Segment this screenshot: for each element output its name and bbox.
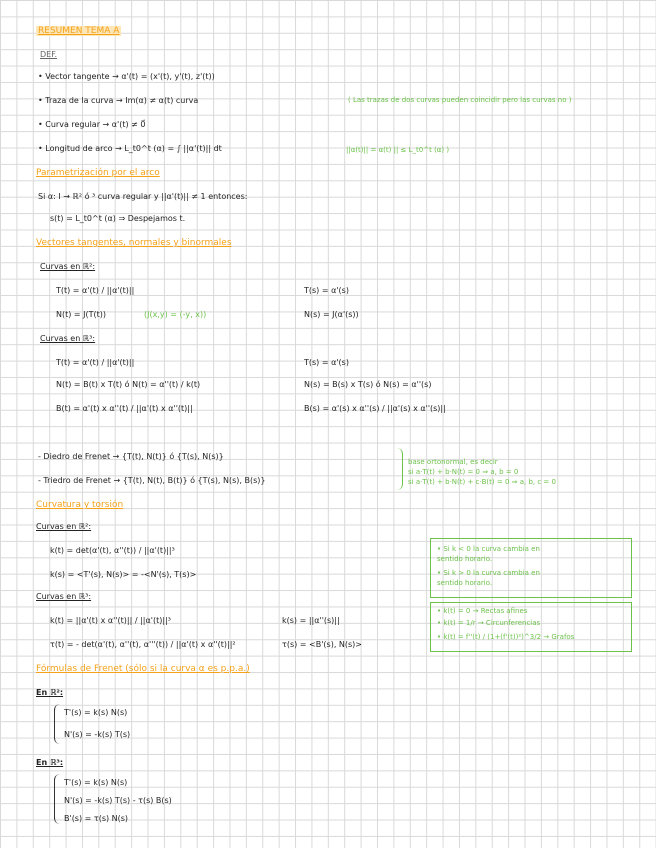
frenet-note-2: si a·T(t) + b·N(t) = 0 ⇒ a, b = 0 (408, 468, 519, 476)
section-formulas: Fórmulas de Frenet (sólo si la curva α es p.p.a.) (36, 664, 250, 674)
def-text: Traza de la curva → Im(α) ≠ α(t) curva (45, 96, 199, 105)
c-r3-tau-s: τ(s) = <B'(s), N(s)> (282, 640, 362, 649)
def-trace (38, 96, 198, 106)
box-line: • k(t) = f''(t) / (1+(f'(t))²)^3/2 → Grafos (437, 633, 575, 641)
bullet: • (38, 120, 43, 129)
c-r3-heading: Curvas en ℝ³: (36, 592, 92, 601)
box-line: • k(t) = 0 → Rectas afines (437, 607, 528, 615)
r2-J-note: (J(x,y) = (-y, x)) (144, 310, 207, 319)
def-text: Curva regular → α'(t) ≠ 0⃗ (45, 120, 146, 129)
r3-T-s: T(s) = α'(s) (304, 358, 349, 367)
section-param: Parametrización por el arco (36, 168, 160, 178)
diedro-frenet: - Diedro de Frenet → {T(t), N(t)} ó {T(s), N(s)} (38, 452, 224, 461)
param-line-1: Si α: I → ℝ² ó ³ curva regular y ||α'(t)|| ≠ 1 entonces: (38, 192, 248, 201)
bullet: • (38, 96, 43, 105)
green-brace (396, 448, 403, 490)
f-r3-line-2: N'(s) = -k(s) T(s) - τ(s) B(s) (64, 796, 172, 805)
def-arc-length (38, 144, 222, 154)
sign-note-box (430, 538, 632, 598)
r3-N-s: N(s) = B(s) x T(s) ó N(s) = α''(s) (304, 380, 432, 389)
curvature-cases-box (430, 602, 632, 652)
r2-heading: Curvas en ℝ²: (40, 262, 96, 271)
r3-B-s: B(s) = α'(s) x α''(s) / ||α'(s) x α''(s)|| (304, 404, 446, 413)
def-text: Vector tangente → α'(t) = (x'(t), y'(t), z'(t)) (45, 72, 215, 81)
def-tangent (38, 72, 215, 82)
f-r2-line-2: N'(s) = -k(s) T(s) (64, 730, 131, 739)
box-line: • Si k > 0 la curva cambia en (437, 569, 540, 577)
brace (54, 774, 61, 824)
c-r2-k-s: k(s) = <T'(s), N(s)> = -<N'(s), T(s)> (50, 570, 197, 579)
bullet: • (38, 72, 43, 81)
c-r2-k-t: k(t) = det(α'(t), α''(t)) / ||α'(t)||³ (50, 546, 175, 555)
section-vectors: Vectores tangentes, normales y binormales (36, 238, 232, 248)
def-label: DEF. (40, 50, 58, 59)
page-title: RESUMEN TEMA A (38, 26, 120, 36)
r2-T-t: T(t) = α'(t) / ||α'(t)|| (56, 286, 135, 295)
param-line-2: s(t) = L_t0^t (α) ⇒ Despejamos t. (50, 214, 186, 223)
brace (54, 704, 61, 744)
triedro-frenet: - Triedro de Frenet → {T(t), N(t), B(t)} ó {T(s), N(s), B(s)} (38, 476, 266, 485)
c-r3-k-t: k(t) = ||α'(t) x α''(t)|| / ||α'(t)||³ (50, 616, 171, 625)
box-line: sentido horario. (437, 579, 493, 587)
f-r3-line-3: B'(s) = τ(s) N(s) (64, 814, 129, 823)
r2-N-s: N(s) = J(α'(s)) (304, 310, 359, 319)
r3-N-t: N(t) = B(t) x T(t) ó N(t) = α''(t) / k(t) (56, 380, 201, 389)
f-r2-line-1: T'(s) = k(s) N(s) (64, 708, 128, 717)
section-curvature: Curvatura y torsión (36, 500, 124, 510)
def-regular (38, 120, 146, 130)
def-text: Longitud de arco → L_t0^t (α) = ∫ ||α'(t)|| dt (45, 144, 222, 153)
trace-note: ( Las trazas de dos curvas pueden coincidir pero las curvas no ) (348, 96, 572, 104)
length-note: ||α(t)|| = α(t) || ≤ L_t0^t (α) ) (346, 146, 450, 154)
f-r2-heading: En ℝ²: (36, 688, 64, 697)
r3-B-t: B(t) = α'(t) x α''(t) / ||α'(t) x α''(t)|| (56, 404, 193, 413)
f-r3-line-1: T'(s) = k(s) N(s) (64, 778, 128, 787)
r3-heading: Curvas en ℝ³: (40, 334, 96, 343)
c-r2-heading: Curvas en ℝ²: (36, 522, 92, 531)
box-line: • k(t) = 1/r → Circunferencias (437, 619, 541, 627)
frenet-note-3: si a·T(t) + b·N(t) + c·B(t) = 0 ⇒ a, b, c = 0 (408, 478, 556, 486)
bullet: • (38, 144, 43, 153)
r2-T-s: T(s) = α'(s) (304, 286, 349, 295)
r3-T-t: T(t) = α'(t) / ||α'(t)|| (56, 358, 135, 367)
c-r3-k-s: k(s) = ||α''(s)|| (282, 616, 340, 625)
frenet-note-1: base ortonormal, es decir (408, 458, 498, 466)
r2-N-t: N(t) = J(T(t)) (56, 310, 107, 319)
box-line: sentido horario. (437, 555, 493, 563)
f-r3-heading: En ℝ³: (36, 758, 64, 767)
box-line: • Si k < 0 la curva cambia en (437, 545, 540, 553)
c-r3-tau-t: τ(t) = - det(α'(t), α''(t), α'''(t)) / ||α'(t) x α''(t)||² (50, 640, 236, 649)
